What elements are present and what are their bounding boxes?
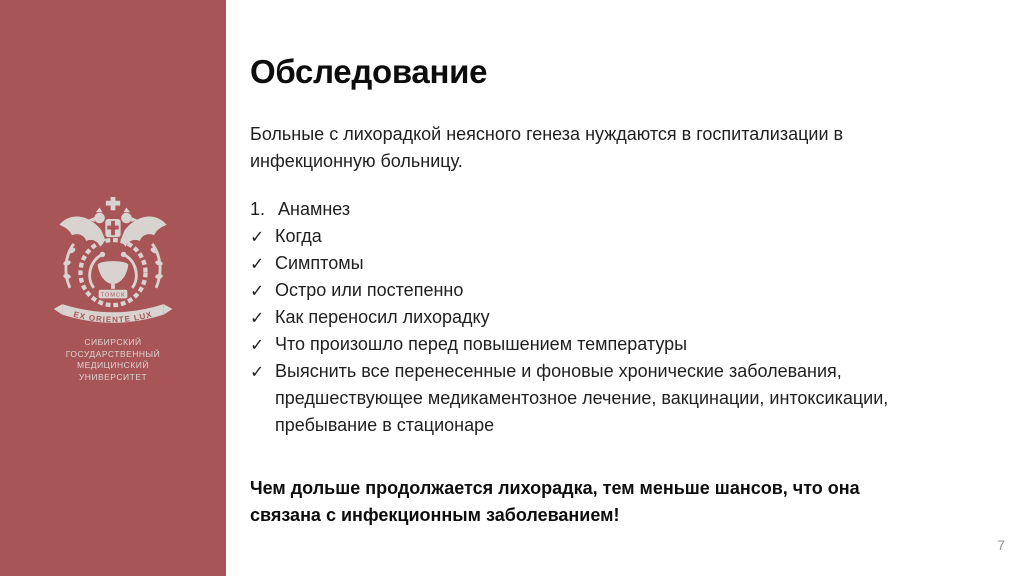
intro-line: инфекционную больницу. <box>250 151 463 171</box>
check-icon: ✓ <box>250 254 265 274</box>
conclusion-line: связана с инфекционным заболеванием! <box>250 505 620 525</box>
check-item <box>250 277 888 304</box>
check-item-label: Как переносил лихорадку <box>275 307 490 327</box>
check-item <box>250 304 888 331</box>
check-icon: ✓ <box>250 335 265 355</box>
numbered-item <box>250 196 888 223</box>
emblem-motto-label: EX ORIENTE LUX <box>72 309 154 325</box>
check-icon: ✓ <box>250 308 265 328</box>
emblem-city-label: ТОМСК <box>100 292 126 299</box>
anamnesis-list <box>250 196 888 439</box>
page-number: 7 <box>997 537 1005 553</box>
check-item-label: Когда <box>275 226 322 246</box>
check-item <box>250 223 888 250</box>
check-icon: ✓ <box>250 281 265 301</box>
check-item <box>250 358 888 439</box>
check-item-label: Симптомы <box>275 253 364 273</box>
university-name-line1: СИБИРСКИЙ ГОСУДАРСТВЕННЫЙ <box>65 337 161 359</box>
conclusion-line: Чем дольше продолжается лихорадка, тем меньше шансов, что она <box>250 478 860 498</box>
check-item-label <box>275 358 888 439</box>
check-item <box>250 250 888 277</box>
slide-title: Обследование <box>250 53 488 90</box>
check-item-line: Выяснить все перенесенные и фоновые хронические заболевания, <box>275 361 842 381</box>
intro-line: Больные с лихорадкой неясного генеза нуждаются в госпитализации в <box>250 124 844 144</box>
check-item-line: пребывание в стационаре <box>275 415 495 435</box>
check-item-label: Остро или постепенно <box>275 280 464 300</box>
intro-paragraph <box>250 121 843 175</box>
check-item-line: предшествующее медикаментозное лечение, вакцинации, интоксикации, <box>275 388 889 408</box>
item-number: 1. <box>250 199 266 219</box>
conclusion-statement <box>250 475 860 529</box>
check-item-label: Что произошло перед повышением температуры <box>275 334 688 354</box>
check-icon: ✓ <box>250 227 265 247</box>
item-label: Анамнез <box>278 199 351 219</box>
check-item <box>250 331 888 358</box>
university-name-line2: МЕДИЦИНСКИЙ УНИВЕРСИТЕТ <box>77 360 149 382</box>
check-icon: ✓ <box>250 362 265 382</box>
